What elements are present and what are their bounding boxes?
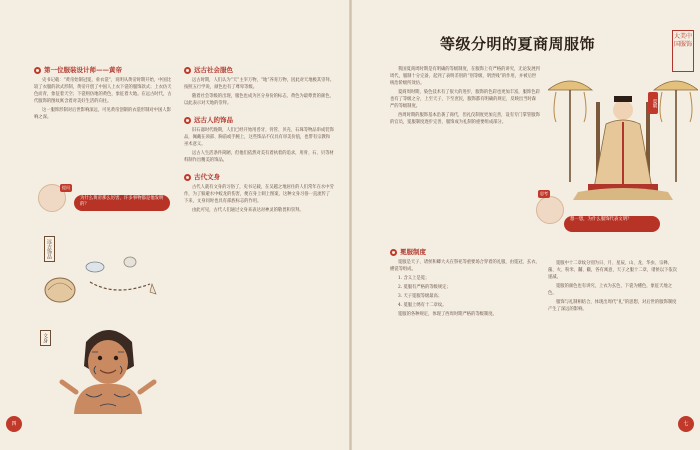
- section-title-mianfu: [390, 249, 540, 256]
- section-title-text: 冕服制度: [400, 248, 426, 256]
- intro-paragraph: 我国夏商周时期是有明确的等级制度，在服饰上有严格的讲究，无论发展到周代，服制十分完备，起到了表明差别的“别等级、明贵贱”的作用，并被后世统治阶级所效仿。: [390, 67, 540, 86]
- section-paragraph: 服饰与礼制相结合，体现出周代“礼”的思想，对后世的服饰制度产生了深远的影响。: [548, 300, 677, 312]
- section-title-3: [184, 117, 334, 124]
- left-col2: [184, 64, 334, 216]
- section-bullet-icon: [34, 67, 41, 74]
- section-paragraph: 冕服的各种规定，体现了西周时期严格的等级制度。: [398, 312, 497, 317]
- section-paragraph: 远古人生活条件简陋，但他们依然对美有着执着的追求，用骨、石、贝等材料制作出精美的饰品。: [184, 151, 334, 163]
- section-paragraph: 史书记载：“黄帝始制冠冕，垂衣裳”，说明从黄帝时期开始，中国比较了衣服的款式形制，黄帝开创了中国人上衣下裳的服饰款式；上衣仿天色而青，象征着天空；下裳则仿地的黄色，象征着大地。在远古时代，古代服饰的图纹寓含着对美好生活的向往。: [34, 78, 172, 104]
- intro-paragraph: 西周时期的服饰基本沿袭了商代，但礼仪制度更加完善，设有专门掌管服饰的官员，冕服制度逐步完善，服饰成为礼制的重要组成部分。: [390, 113, 540, 125]
- section-paragraph: 旧石器时代晚期，人们已经开始用兽牙、骨管、贝壳、石珠等物品串成装饰品，佩戴在颈部、胸前或手腕上，这些饰品不仅具有审美价值，也带有宗教和巫术意义。: [184, 128, 334, 147]
- section-title-text: 第一位服装设计师——黄帝: [44, 66, 122, 74]
- list-item: 4. 冕服上绣有十二章纹。: [398, 303, 447, 308]
- illustration-label: 夏朝: [648, 92, 658, 114]
- ask-badge: 提问: [62, 185, 70, 190]
- shell-ornament-icon: [45, 278, 75, 302]
- intro-paragraph: 夏商周时期，染色技术有了很大的进步，服饰的色彩也更加丰富，服饰色彩也有了等级之分，上至天子，下至庶民，服饰都有明确的规定，反映出当时森严的等级制度。: [390, 90, 540, 109]
- page-number-left: 四: [6, 416, 22, 432]
- section-paragraph: 随着社会等级的出现，服色也成为区分身份的标志，黄色为最尊贵的颜色，以此表示对天地的崇拜。: [184, 94, 334, 106]
- right-intro-col: [390, 66, 540, 128]
- ornaments-illustration: [40, 232, 170, 308]
- section-bullet-icon: [390, 249, 397, 256]
- section-bullet-icon: [184, 174, 191, 181]
- right-col1-bottom: [390, 246, 540, 320]
- page-title: 等级分明的夏商周服饰: [440, 35, 596, 53]
- tooth-necklace-icon: [90, 282, 150, 290]
- section-paragraph: 冕服是天子、诸侯和卿大夫在祭祀等重要场合穿着的礼服，由冕冠、玄衣、纁裳等组成。: [390, 260, 540, 272]
- list-item: 2. 冕服有严格的等级规定；: [398, 285, 451, 290]
- section-title-4: [184, 174, 334, 181]
- section-paragraph: 由此可见，古代人们通过文身来表达对神灵的敬畏和崇拜。: [192, 208, 304, 213]
- question-bubble-right: 想一想，为什么服饰代表文明？: [564, 216, 660, 232]
- section-paragraph: 远古时期，人们认为“天”主宰万物，“地”养育万物，因此对天地极其崇拜。按照五行学说，颜色也有了尊卑等级。: [184, 78, 334, 90]
- section-paragraph: 古代人就有文身的习俗了，史书记载，在吴越之地居住的人们常年在水中劳作，为了躲避水中蛟龙的伤害，便在身上刺上图案，这种文身习俗一直流传了下来，文身同时也具有部族标志的作用。: [184, 185, 334, 204]
- ornament-label: 远古饰品: [44, 236, 55, 262]
- section-paragraph: 冕服中十二章纹分别为日、月、星辰、山、龙、华虫、宗彝、藻、火、粉米、黼、黻，各有寓意，天子之服十二章，诸侯以下依次递减。: [548, 261, 677, 280]
- section-title-2: [184, 67, 334, 74]
- left-page: [0, 0, 349, 450]
- section-paragraph: 冕服的颜色也有讲究，上衣为玄色，下裳为纁色，象征天地之色。: [548, 284, 673, 296]
- child-avatar-icon: [536, 196, 564, 224]
- list-item: 3. 天子冕服等级最高；: [398, 294, 443, 299]
- left-col1-top: [34, 64, 174, 123]
- section-bullet-icon: [184, 67, 191, 74]
- section-bullet-icon: [184, 117, 191, 124]
- right-page: [352, 0, 700, 450]
- think-badge: 思考: [540, 191, 548, 196]
- book-logo: 大美中国服饰: [672, 30, 694, 72]
- right-col2-bottom: [548, 260, 678, 315]
- stone-bead-icon: [86, 262, 104, 272]
- xia-king-illustration: [548, 72, 698, 200]
- tattoo-label: 文身: [40, 330, 51, 346]
- section-title-text: 远古社会服色: [194, 66, 233, 74]
- section-paragraph: 这一服饰形制对后世影响深远，可见黄帝创制的衣裳形制对中国人影响之深。: [34, 108, 171, 120]
- question-bubble: 为什么黄帝那么厉害，许多事物都是他发明的？: [74, 195, 170, 211]
- section-title-1: [34, 67, 174, 74]
- stone-disc-icon: [124, 257, 136, 267]
- list-item: 1. 含义上是冕；: [398, 276, 430, 281]
- tattooed-person-illustration: [56, 322, 160, 414]
- section-title-text: 古代文身: [194, 173, 220, 181]
- section-title-text: 远古人的饰品: [194, 116, 233, 124]
- page-number-right: 七: [678, 416, 694, 432]
